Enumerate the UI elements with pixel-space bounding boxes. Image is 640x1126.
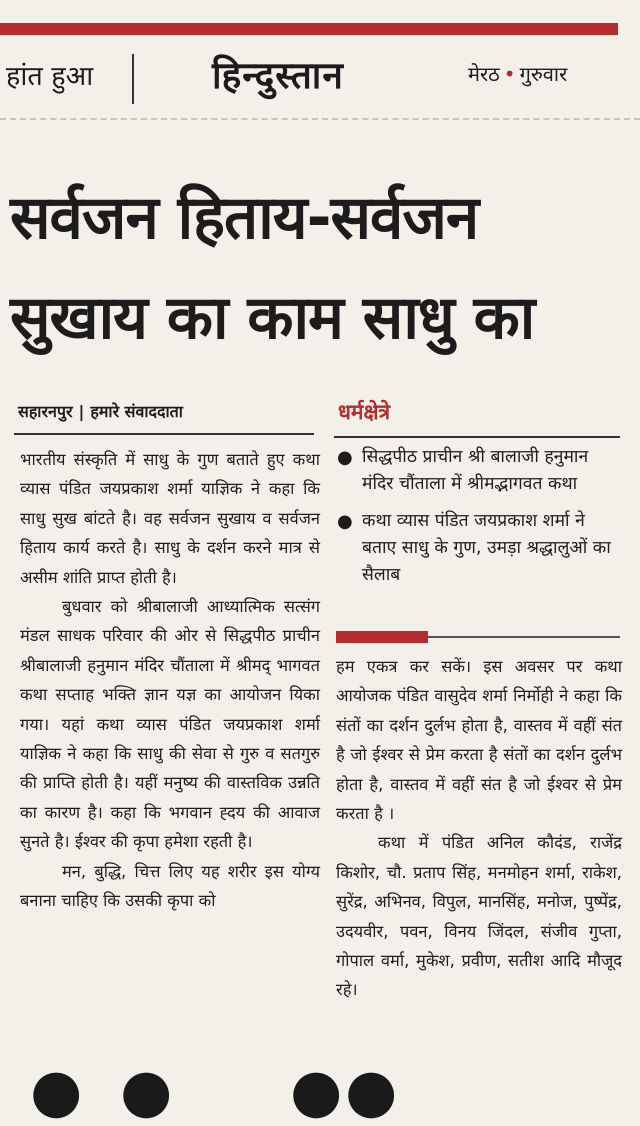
headline-line-2: सुखाय का काम साधु का <box>10 283 535 353</box>
byline-separator: | <box>78 402 85 421</box>
bullet-icon: ● <box>337 447 353 468</box>
paragraph: भारतीय संस्कृति में साधु के गुण बताते हुए कथा व्यास पंडित जयप्रकाश शर्मा याज्ञिक ने कहा कि साधु सुख बांटते है। वह सर्वजन सुखाय व सर्वजन हिताय कार्य करते है। साधु के दर्शन करने मात्र से असीम शांति प्राप्त होती है। <box>20 450 320 587</box>
bullet-icon: ● <box>337 511 353 532</box>
newspaper-brand: हिन्दुस्तान <box>212 54 344 97</box>
masthead-dashed-divider <box>0 118 640 120</box>
headline-line-1: सर्वजन हिताय-सर्वजन <box>10 183 479 253</box>
byline-place: सहारनपुर <box>18 402 73 421</box>
highlight-item <box>334 444 620 498</box>
section-kicker: धर्मक्षेत्रे <box>338 400 391 424</box>
bullet-dot-icon: • <box>503 62 516 86</box>
highlight-text: सिद्धपीठ प्राचीन श्री बालाजी हनुमान मंदिर चौंताला में श्रीमद्भागवत कथा <box>362 447 589 494</box>
divider-red-block <box>336 631 428 643</box>
byline-rule <box>14 433 314 435</box>
masthead-day: गुरुवार <box>519 62 568 86</box>
cropped-next-headline <box>0 1056 640 1126</box>
article-headline <box>10 168 630 368</box>
article-right-column <box>336 652 622 1005</box>
masthead-city: मेरठ <box>468 62 500 86</box>
paragraph: बुधवार को श्रीबालाजी आध्यात्मिक सत्संग मंडल साधक परिवार की ओर से सिद्धपीठ प्राचीन श्रीबालाजी हनुमान मंदिर चौंताला में श्रीमद् भागवत कथा सप्ताह भक्ति ज्ञान यज्ञ का आयोजन यिका गया। यहां कथा व्यास पंडित जयप्रकाश शर्मा याज्ञिक ने कहा कि साधु की सेवा से गुरु व सतगुरु की प्राप्ति होती है। यहीं मनुष्य की वास्तविक उन्नति का कारण है। कहा कि भगवान ह्दय की आवाज सुनते है। ईश्वर की कृपा हमेशा रहती है। <box>20 597 320 852</box>
paragraph: मन, बुद्धि, चित्त लिए यह शरीर इस योग्य बनाना चाहिए कि उसकी कृपा को <box>20 861 320 911</box>
highlight-text: कथा व्यास पंडित जयप्रकाश शर्मा ने बताए साधु के गुण, उमड़ा श्रद्धालुओं का सैलाब <box>362 511 611 585</box>
paragraph: कथा में पंडित अनिल कौदंड, राजेंद्र किशोर, चौ. प्रताप सिंह, मनमोहन शर्मा, राकेश, सुरेंद्र, अभिनव, विपुल, मानसिंह, मनोज, पुष्पेंद्र, उदयवीर, पवन, विनय जिंदल, संजीव गुप्ता, गोपाल वर्मा, मुकेश, प्रवीण, सतीश आदि मौजूद रहे। <box>336 833 622 1000</box>
cropped-glyph: ● <box>345 1056 398 1126</box>
article-left-column <box>20 445 320 916</box>
divider-thin-line <box>428 636 620 638</box>
masthead-red-bar <box>0 23 618 35</box>
byline-reporter: हमारे संवाददाता <box>90 402 183 421</box>
cropped-glyph: ● <box>290 1056 343 1126</box>
masthead-left-fragment: हांत हुआ <box>6 61 94 92</box>
masthead-divider <box>132 54 134 104</box>
highlights-divider <box>336 631 620 643</box>
cropped-glyph: ● <box>120 1056 173 1126</box>
masthead-dateline <box>468 60 567 87</box>
highlights-box <box>334 436 620 589</box>
highlight-item <box>334 508 620 589</box>
byline <box>18 400 183 422</box>
paragraph: हम एकत्र कर सकें। इस अवसर पर कथा आयोजक पंडित वासुदेव शर्मा निर्मोही ने कहा कि संतों का दर्शन दुर्लभ होता है, वास्तव में वहीं संत है जो ईश्वर से प्रेम करता है संतों का दर्शन दुर्लभ होता है, वास्तव में वहीं संत है जो ईश्वर से प्रेम करता है । <box>336 657 622 824</box>
cropped-glyph: ● <box>30 1056 83 1126</box>
masthead <box>0 44 640 108</box>
